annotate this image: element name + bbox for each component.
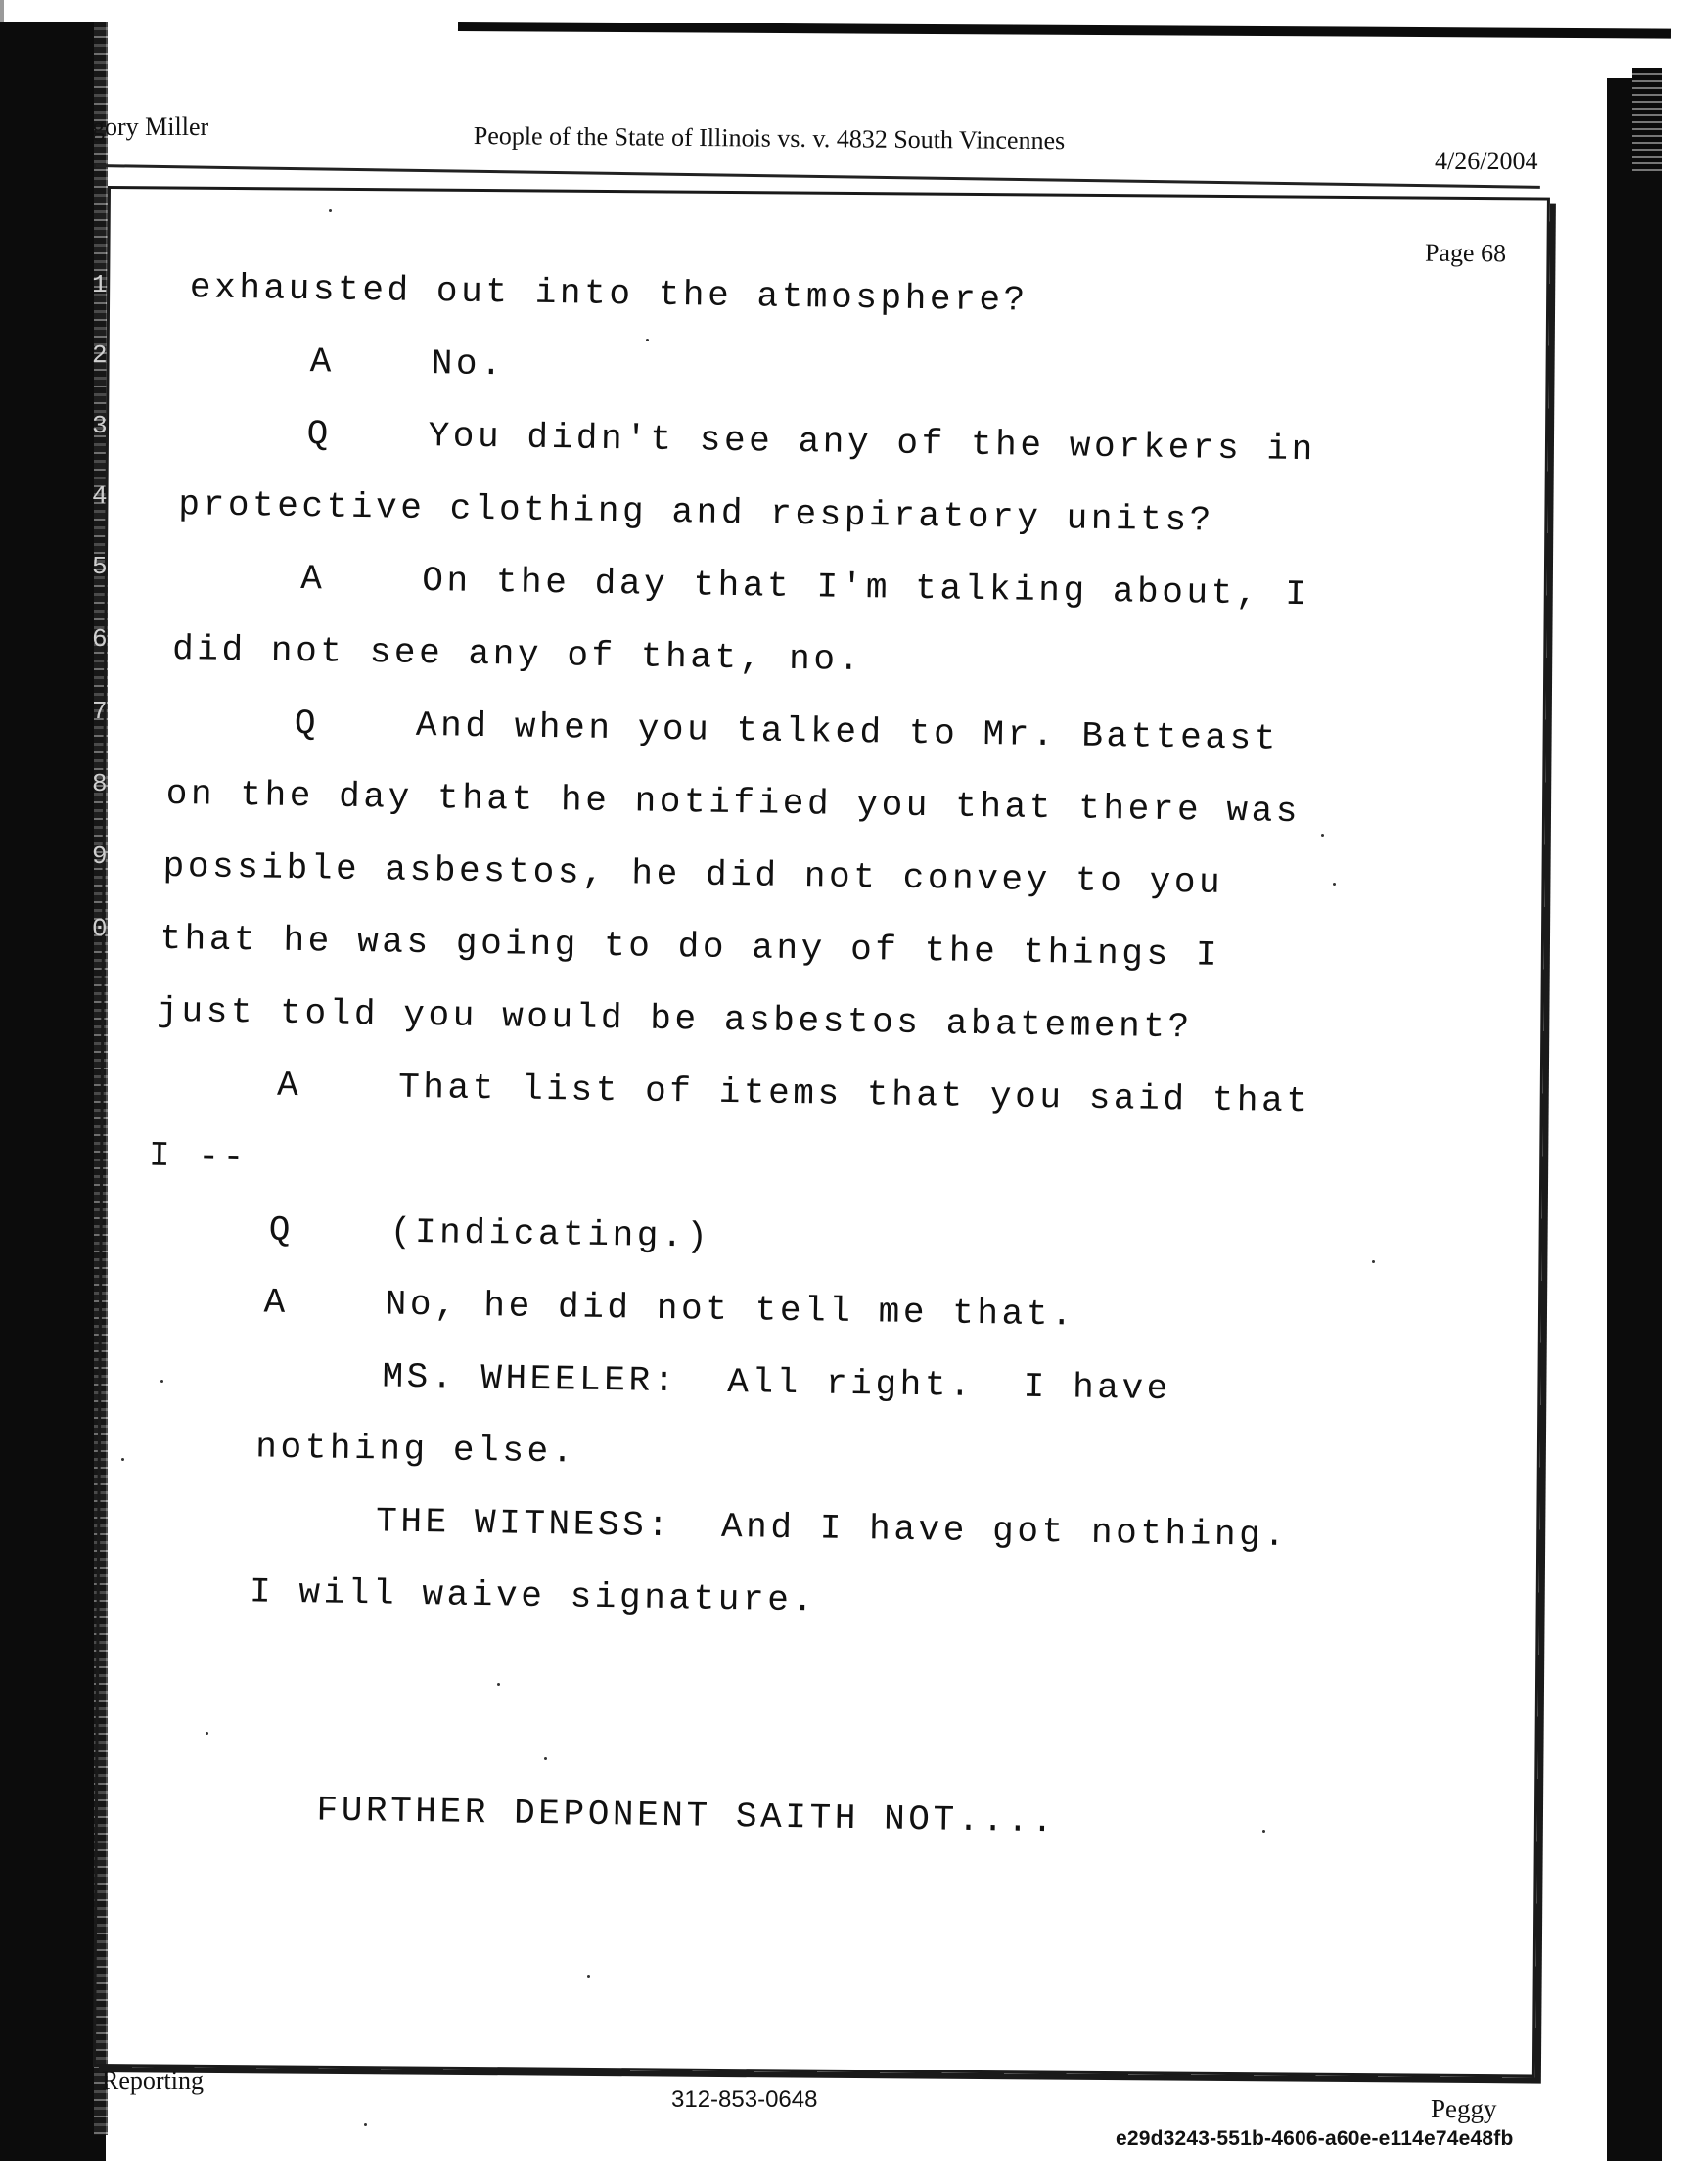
transcript-line: On the day that I'm talking about, I <box>421 560 1310 615</box>
scan-speck <box>646 339 649 341</box>
transcript-line: No, he did not tell me that. <box>385 1284 1076 1336</box>
margin-line-number: 8 <box>92 769 108 798</box>
transcript-line: I -- <box>148 1135 249 1178</box>
margin-line-number: 1 <box>92 270 108 299</box>
transcript-line: exhausted out into the atmosphere? <box>189 267 1029 321</box>
scan-speck <box>1372 1260 1375 1263</box>
question-marker: Q <box>268 1209 291 1251</box>
header-date: 4/26/2004 <box>1435 147 1538 175</box>
page-number: Page 68 <box>1424 238 1507 268</box>
margin-line-number: 5 <box>92 552 108 581</box>
margin-line-number: 0 <box>92 914 108 943</box>
scan-speck <box>1262 1830 1265 1833</box>
answer-marker: A <box>309 341 332 383</box>
footer-reporting: Reporting <box>102 2067 204 2095</box>
answer-marker: A <box>299 559 323 600</box>
scan-speck <box>1321 834 1324 837</box>
transcript-line: MS. WHEELER: All right. I have <box>382 1356 1172 1410</box>
transcript-line: THE WITNESS: And I have got nothing. <box>375 1501 1289 1557</box>
margin-line-number: 3 <box>92 411 108 440</box>
transcript-line: did not see any of that, no. <box>171 628 864 681</box>
question-marker: Q <box>306 414 329 455</box>
transcript-line: That list of items that you said that <box>397 1067 1311 1122</box>
transcript-line: that he was going to do any of the things I <box>160 918 1221 976</box>
scan-speck <box>121 1458 124 1461</box>
header-deponent-name: gory Miller <box>92 113 209 141</box>
footer-phone: 312-853-0648 <box>671 2086 818 2113</box>
margin-line-number: 7 <box>92 697 108 726</box>
transcript-line: I will waive signature. <box>249 1571 817 1621</box>
header-case-title: People of the State of Illinois vs. v. 4832 South Vincennes <box>473 121 1066 156</box>
scan-speck <box>364 2123 367 2126</box>
transcript-line: (Indicating.) <box>389 1211 711 1257</box>
scan-speck <box>160 1380 163 1383</box>
footer-reporter-name: Peggy <box>1431 2094 1497 2123</box>
margin-line-number: 9 <box>92 842 108 871</box>
question-marker: Q <box>294 703 316 745</box>
scan-speck <box>497 1683 500 1686</box>
scan-speck <box>329 209 332 212</box>
transcript-line: possible asbestos, he did not convey to you <box>162 845 1224 903</box>
margin-line-number: 2 <box>92 341 108 370</box>
footer-document-id: e29d3243-551b-4606-a60e-e114e74e48fb <box>1116 2127 1514 2150</box>
answer-marker: A <box>263 1282 286 1323</box>
margin-line-number: 4 <box>92 481 108 511</box>
margin-line-number: 6 <box>92 624 108 654</box>
transcript-line: No. <box>431 343 506 386</box>
transcript-line: And when you talked to Mr. Batteast <box>415 705 1280 759</box>
scan-speck <box>587 1975 590 1978</box>
scan-speck <box>206 1732 208 1735</box>
transcript-line: just told you would be asbestos abatement? <box>157 990 1194 1048</box>
transcript-line: nothing else. <box>255 1427 577 1473</box>
scan-speck <box>1333 883 1336 886</box>
answer-marker: A <box>276 1065 299 1107</box>
transcript-line: You didn't see any of the workers in <box>428 416 1317 471</box>
transcript-line: protective clothing and respiratory units? <box>178 484 1215 541</box>
scan-speck <box>544 1757 547 1760</box>
closing-statement: FURTHER DEPONENT SAITH NOT.... <box>316 1790 1057 1843</box>
transcript-line: on the day that he notified you that there was <box>165 773 1302 833</box>
